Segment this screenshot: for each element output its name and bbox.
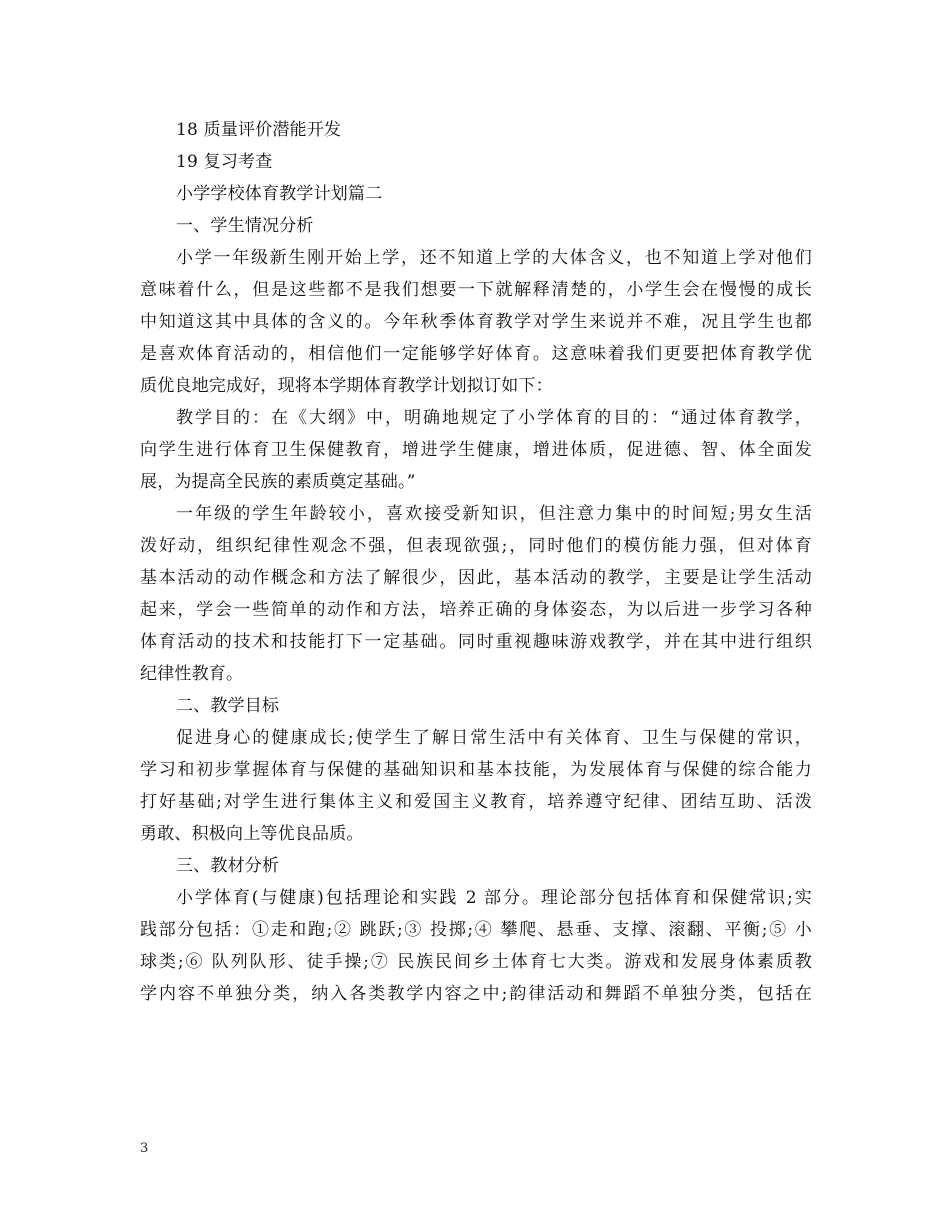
paragraph-line: 勇敢、积极向上等优良品质。 [140,824,364,844]
paragraph-line: 小学体育(与健康)包括理论和实践 2 部分。理论部分包括体育和保健常识;实 [176,888,812,908]
paragraph-line: 体育活动的技术和技能打下一定基础。同时重视趣味游戏教学，并在其中进行组织 [140,632,812,652]
section-heading: 三、教材分析 [176,856,280,876]
paragraph-line: 向学生进行体育卫生保健教育，增进学生健康，增进体质，促进德、智、体全面发 [140,440,812,460]
paragraph-line: 一年级的学生年龄较小，喜欢接受新知识，但注意力集中的时间短;男女生活 [176,504,812,524]
document-body [140,114,812,1010]
paragraph-line: 中知道这其中具体的含义的。今年秋季体育教学对学生来说并不难，况且学生也都 [140,312,812,332]
section-heading: 一、学生情况分析 [176,216,314,236]
paragraph-line: 泼好动，组织纪律性观念不强，但表现欲强;，同时他们的模仿能力强，但对体育 [140,536,812,556]
page-number: 3 [140,1141,149,1156]
section-heading: 二、教学目标 [176,696,280,716]
paragraph-line: 打好基础;对学生进行集体主义和爱国主义教育，培养遵守纪律、团结互助、活泼 [140,792,812,812]
paragraph-line: 意味着什么，但是这些都不是我们想要一下就解释清楚的，小学生会在慢慢的成长 [140,280,812,300]
paragraph-line: 基本活动的动作概念和方法了解很少，因此，基本活动的教学，主要是让学生活动 [140,568,812,588]
paragraph-line: 球类;⑥ 队列队形、徒手操;⑦ 民族民间乡土体育七大类。游戏和发展身体素质教 [140,952,812,972]
paragraph-line: 展，为提高全民族的素质奠定基础。” [140,472,416,492]
paragraph-line: 质优良地完成好，现将本学期体育教学计划拟订如下： [140,376,553,396]
paragraph-line: 小学一年级新生刚开始上学，还不知道上学的大体含义，也不知道上学对他们 [176,248,812,268]
paragraph-line: 教学目的：在《大纲》中，明确地规定了小学体育的目的：“通过体育教学， [176,408,812,428]
paragraph-line: 是喜欢体育活动的，相信他们一定能够学好体育。这意味着我们更要把体育教学优 [140,344,812,364]
paragraph-line: 起来，学会一些简单的动作和方法，培养正确的身体姿态，为以后进一步学习各种 [140,600,812,620]
section-heading: 小学学校体育教学计划篇二 [176,184,383,204]
section-heading: 18 质量评价潜能开发 [176,120,342,140]
section-heading: 19 复习考查 [176,152,273,172]
paragraph-line: 促进身心的健康成长;使学生了解日常生活中有关体育、卫生与保健的常识， [176,728,812,748]
paragraph-line: 学内容不单独分类，纳入各类教学内容之中;韵律活动和舞蹈不单独分类，包括在 [140,984,812,1004]
paragraph-line: 践部分包括：①走和跑;② 跳跃;③ 投掷;④ 攀爬、悬垂、支撑、滚翻、平衡;⑤ 小 [140,920,812,940]
paragraph-line: 纪律性教育。 [140,664,244,684]
paragraph-line: 学习和初步掌握体育与保健的基础知识和基本技能，为发展体育与保健的综合能力 [140,760,812,780]
